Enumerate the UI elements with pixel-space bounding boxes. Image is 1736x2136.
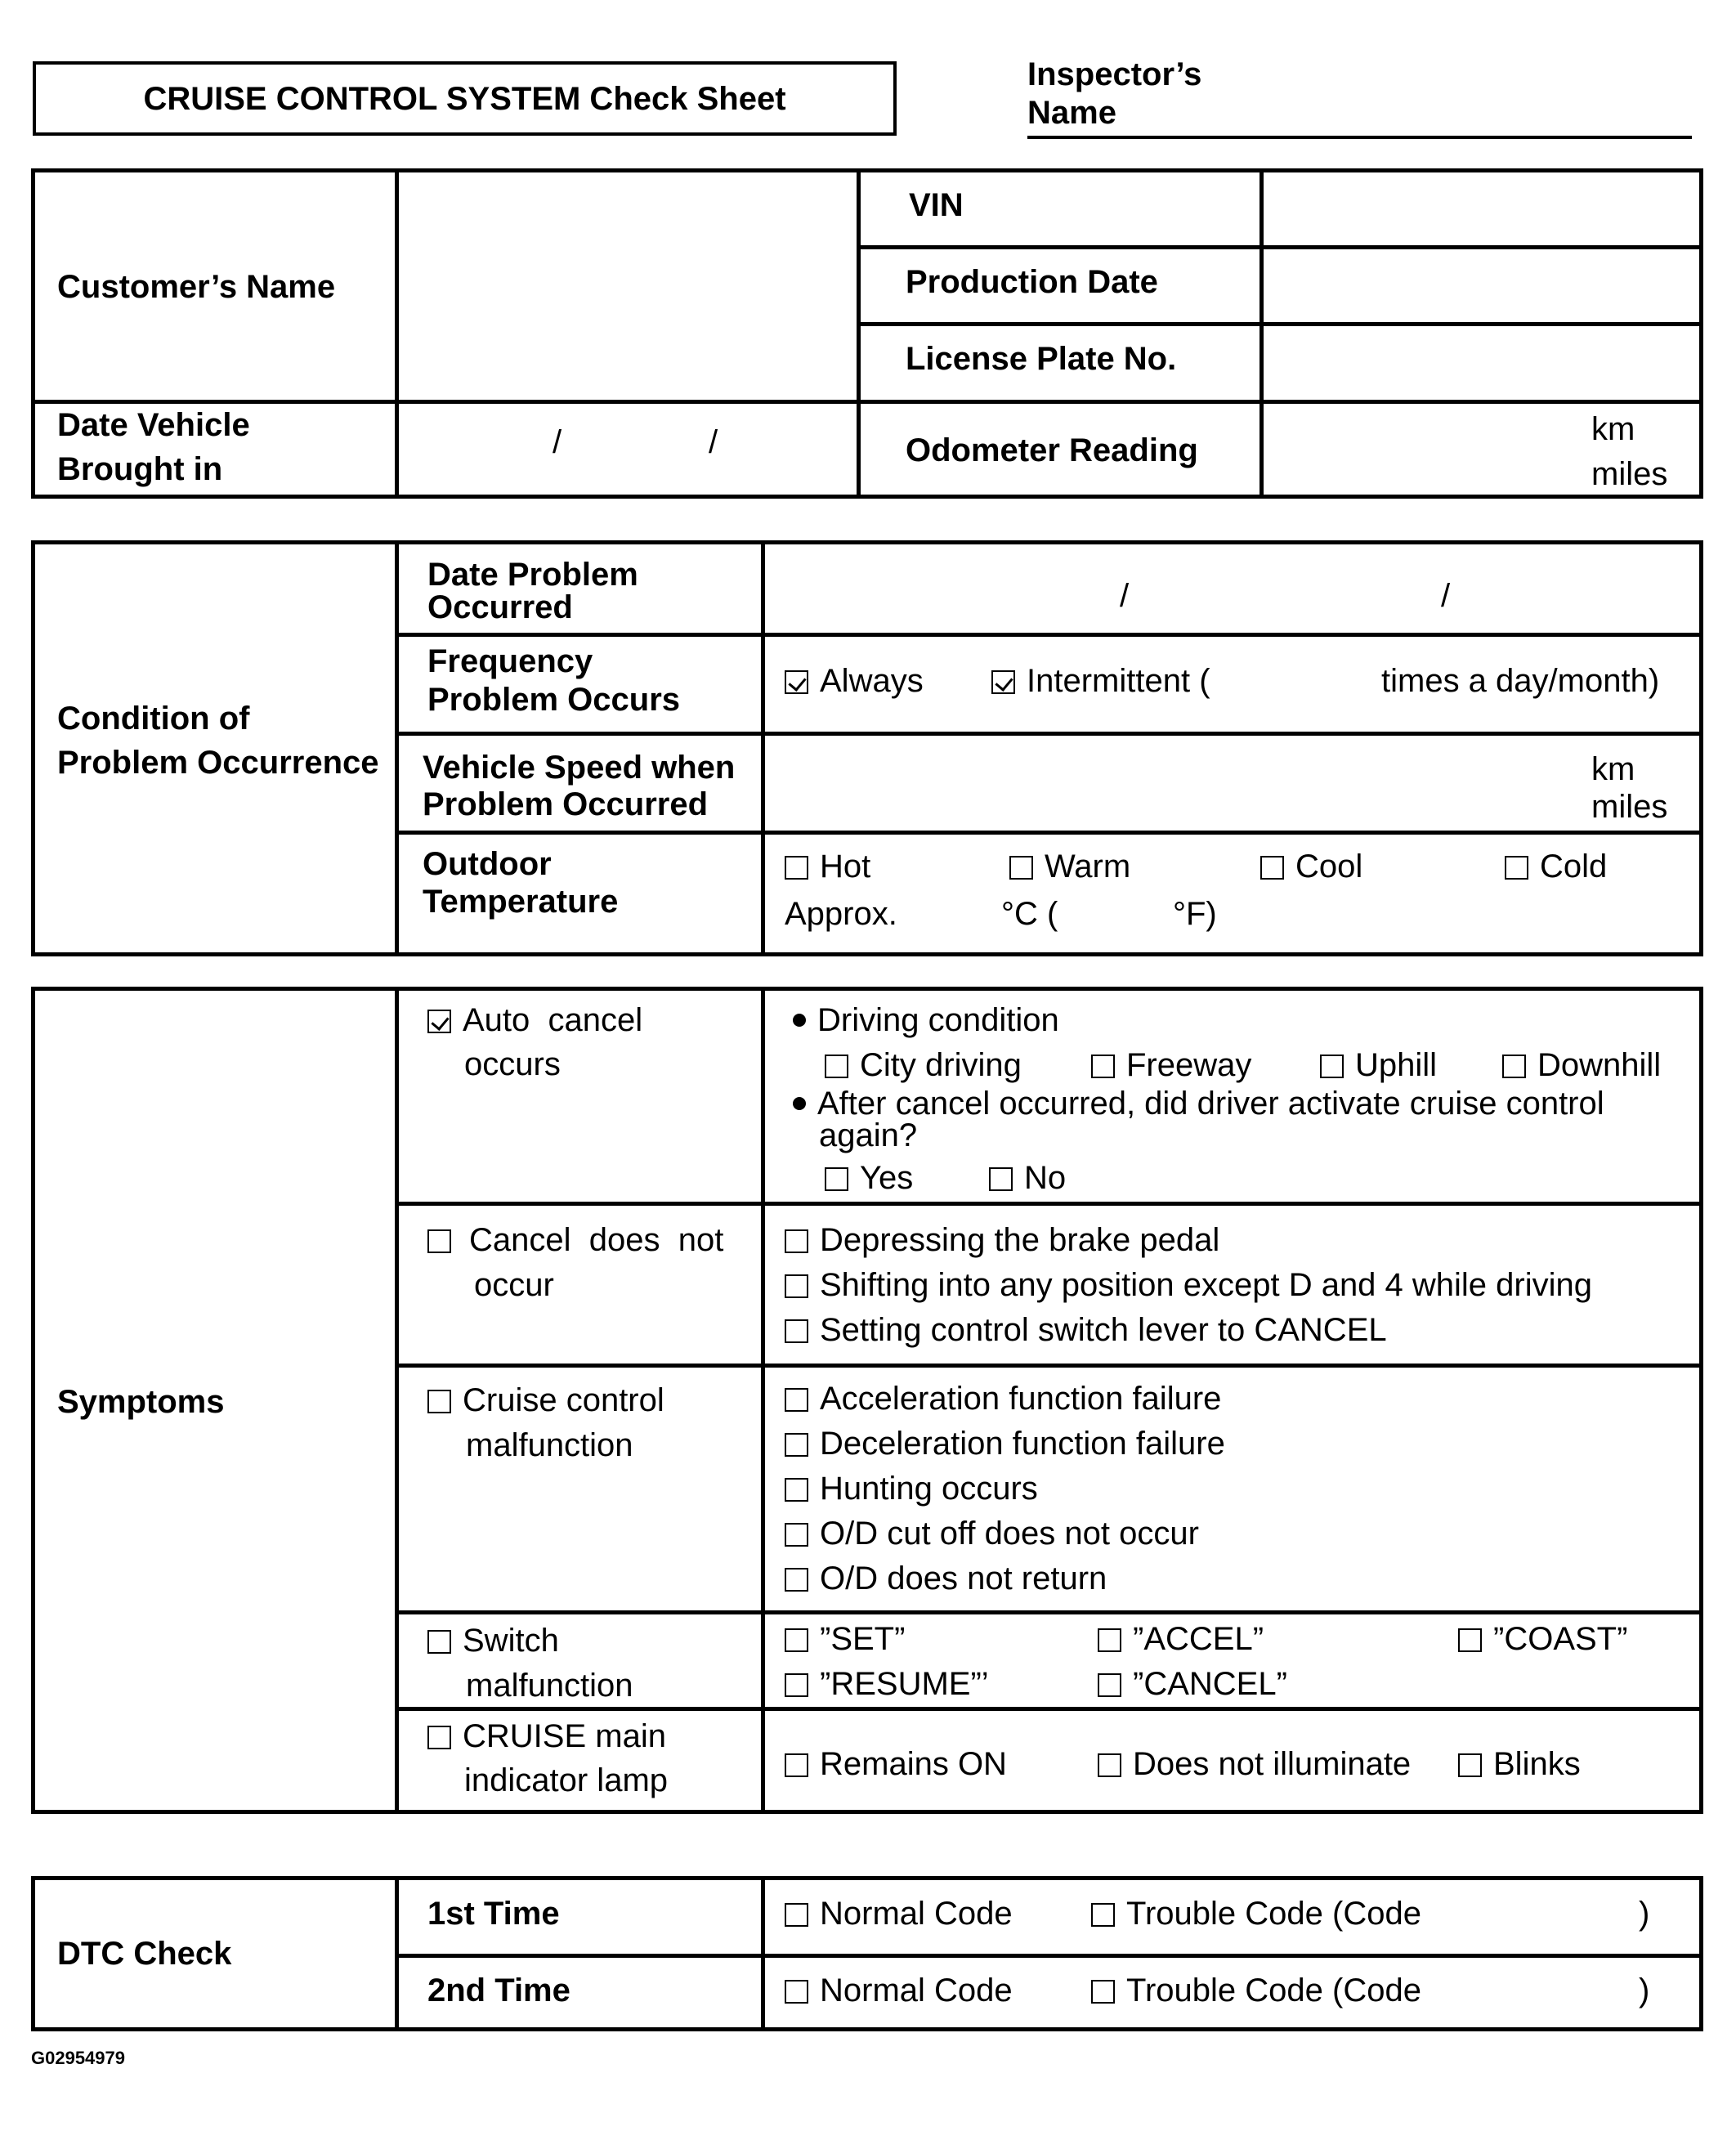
switch-malfunction-checkbox[interactable] bbox=[427, 1630, 451, 1654]
shifting-checkbox[interactable] bbox=[785, 1274, 808, 1298]
frequency-label-line1: Frequency bbox=[427, 643, 593, 679]
lamp-checkbox[interactable] bbox=[427, 1726, 451, 1749]
date-brought-label-line2: Brought in bbox=[57, 451, 223, 487]
downhill-checkbox[interactable] bbox=[1502, 1055, 1526, 1078]
first-trouble-checkbox[interactable] bbox=[1091, 1903, 1115, 1927]
date-problem-label-line1: Date Problem bbox=[427, 557, 638, 593]
date-problem-label-line2: Occurred bbox=[427, 589, 573, 625]
no-checkbox[interactable] bbox=[989, 1167, 1013, 1191]
inspector-label-line1: Inspector’s bbox=[1027, 56, 1202, 92]
inspector-name-field[interactable] bbox=[1027, 136, 1692, 139]
option-always[interactable]: Always bbox=[785, 662, 924, 700]
odometer-unit-km: km bbox=[1591, 411, 1635, 447]
option-blinks[interactable]: Blinks bbox=[1458, 1745, 1581, 1783]
always-checkbox[interactable] bbox=[785, 670, 808, 694]
hot-checkbox[interactable] bbox=[785, 856, 808, 880]
option-set[interactable]: ”SET” bbox=[785, 1620, 905, 1658]
second-normal-checkbox[interactable] bbox=[785, 1980, 808, 2004]
lamp-label-line2: indicator lamp bbox=[464, 1762, 669, 1798]
date-brought-slash-1: / bbox=[553, 424, 562, 460]
condition-heading-line1: Condition of bbox=[57, 701, 250, 737]
cruise-malfunction-option[interactable]: Cruise control bbox=[427, 1381, 664, 1419]
option-brake[interactable]: Depressing the brake pedal bbox=[785, 1221, 1219, 1259]
option-decel-fail[interactable]: Deceleration function failure bbox=[785, 1425, 1225, 1462]
city-checkbox[interactable] bbox=[825, 1055, 848, 1078]
intermittent-checkbox[interactable] bbox=[991, 670, 1015, 694]
dtc-first-label: 1st Time bbox=[427, 1896, 560, 1932]
first-close-paren: ) bbox=[1639, 1896, 1650, 1932]
speed-unit-km: km bbox=[1591, 751, 1635, 787]
production-date-field[interactable] bbox=[1265, 250, 1697, 320]
outdoor-temp-label-line1: Outdoor bbox=[423, 846, 552, 882]
second-trouble-option[interactable]: Trouble Code (Code bbox=[1091, 1972, 1421, 2009]
frequency-label-line2: Problem Occurs bbox=[427, 682, 681, 718]
option-freeway[interactable]: Freeway bbox=[1091, 1046, 1251, 1084]
option-od-cut[interactable]: O/D cut off does not occur bbox=[785, 1515, 1199, 1552]
approx-label: Approx. bbox=[785, 896, 897, 932]
cancel-checkbox[interactable] bbox=[1098, 1673, 1121, 1697]
switch-malfunction-label-line2: malfunction bbox=[466, 1668, 633, 1704]
option-coast[interactable]: ”COAST” bbox=[1458, 1620, 1627, 1658]
speed-label-line2: Problem Occurred bbox=[423, 786, 709, 822]
option-accel[interactable]: ”ACCEL” bbox=[1098, 1620, 1264, 1658]
cruise-malfunction-checkbox[interactable] bbox=[427, 1390, 451, 1413]
option-hot[interactable]: Hot bbox=[785, 848, 870, 885]
od-cut-checkbox[interactable] bbox=[785, 1523, 808, 1547]
option-yes[interactable]: Yes bbox=[825, 1159, 913, 1197]
option-downhill[interactable]: Downhill bbox=[1502, 1046, 1661, 1084]
date-problem-slash-2: / bbox=[1441, 578, 1451, 614]
inspector-label-line2: Name bbox=[1027, 95, 1116, 131]
figure-id: G02954979 bbox=[31, 2048, 125, 2068]
date-problem-slash-1: / bbox=[1120, 578, 1130, 614]
coast-checkbox[interactable] bbox=[1458, 1628, 1482, 1652]
not-illuminate-checkbox[interactable] bbox=[1098, 1753, 1121, 1777]
warm-checkbox[interactable] bbox=[1009, 856, 1033, 880]
second-trouble-checkbox[interactable] bbox=[1091, 1980, 1115, 2004]
vin-field[interactable] bbox=[1265, 173, 1697, 244]
after-cancel-bullet: After cancel occurred, did driver activate cruise control bbox=[793, 1085, 1604, 1122]
cold-checkbox[interactable] bbox=[1505, 856, 1528, 880]
option-warm[interactable]: Warm bbox=[1009, 848, 1130, 885]
production-date-label: Production Date bbox=[906, 264, 1158, 300]
option-cold[interactable]: Cold bbox=[1505, 848, 1607, 885]
blinks-checkbox[interactable] bbox=[1458, 1753, 1482, 1777]
option-accel-fail[interactable]: Acceleration function failure bbox=[785, 1380, 1221, 1417]
cool-checkbox[interactable] bbox=[1260, 856, 1284, 880]
switch-malfunction-option[interactable]: Switch bbox=[427, 1622, 559, 1659]
accel-fail-checkbox[interactable] bbox=[785, 1388, 808, 1412]
cancel-not-option[interactable]: Cancel does not bbox=[427, 1221, 723, 1259]
hunting-checkbox[interactable] bbox=[785, 1478, 808, 1502]
symptoms-heading: Symptoms bbox=[57, 1384, 225, 1420]
option-resume[interactable]: ”RESUME”’ bbox=[785, 1665, 989, 1703]
deg-c-label: °C ( bbox=[1001, 896, 1058, 932]
cruise-malfunction-label-line2: malfunction bbox=[466, 1427, 633, 1463]
resume-checkbox[interactable] bbox=[785, 1673, 808, 1697]
option-od-return[interactable]: O/D does not return bbox=[785, 1560, 1107, 1597]
dtc-second-label: 2nd Time bbox=[427, 1973, 570, 2008]
page-title: CRUISE CONTROL SYSTEM Check Sheet bbox=[143, 81, 786, 117]
cancel-not-checkbox[interactable] bbox=[427, 1229, 451, 1253]
option-remains-on[interactable]: Remains ON bbox=[785, 1745, 1007, 1783]
option-uphill[interactable]: Uphill bbox=[1320, 1046, 1437, 1084]
option-cancel[interactable]: ”CANCEL” bbox=[1098, 1665, 1287, 1703]
after-cancel-line2: again? bbox=[819, 1117, 918, 1153]
date-brought-slash-2: / bbox=[709, 424, 718, 460]
first-normal-option[interactable]: Normal Code bbox=[785, 1895, 1013, 1932]
odometer-label: Odometer Reading bbox=[906, 432, 1198, 468]
setting-lever-checkbox[interactable] bbox=[785, 1319, 808, 1343]
cancel-not-label-line2: occur bbox=[474, 1267, 554, 1303]
driving-condition-bullet: Driving condition bbox=[793, 1001, 1059, 1039]
customer-name-field[interactable] bbox=[400, 173, 852, 397]
od-return-checkbox[interactable] bbox=[785, 1568, 808, 1592]
first-trouble-option[interactable]: Trouble Code (Code bbox=[1091, 1895, 1421, 1932]
vin-label: VIN bbox=[909, 187, 964, 223]
deg-f-label: °F) bbox=[1173, 896, 1217, 932]
date-brought-label-line1: Date Vehicle bbox=[57, 407, 250, 443]
outdoor-temp-label-line2: Temperature bbox=[423, 884, 619, 920]
freeway-checkbox[interactable] bbox=[1091, 1055, 1115, 1078]
option-not-illuminate[interactable]: Does not illuminate bbox=[1098, 1745, 1411, 1783]
times-per-label: times a day/month) bbox=[1381, 663, 1660, 699]
condition-heading-line2: Problem Occurrence bbox=[57, 745, 379, 781]
accel-checkbox[interactable] bbox=[1098, 1628, 1121, 1652]
dtc-heading: DTC Check bbox=[57, 1936, 232, 1972]
customer-name-label: Customer’s Name bbox=[57, 269, 336, 305]
lamp-option[interactable]: CRUISE main bbox=[427, 1717, 666, 1755]
option-shifting[interactable]: Shifting into any position except D and 4 while driving bbox=[785, 1266, 1592, 1304]
option-city[interactable]: City driving bbox=[825, 1046, 1022, 1084]
decel-fail-checkbox[interactable] bbox=[785, 1433, 808, 1457]
license-plate-field[interactable] bbox=[1265, 327, 1697, 397]
license-plate-label: License Plate No. bbox=[906, 341, 1177, 377]
remains-on-checkbox[interactable] bbox=[785, 1753, 808, 1777]
speed-unit-miles: miles bbox=[1591, 789, 1668, 825]
option-no[interactable]: No bbox=[989, 1159, 1066, 1197]
first-normal-checkbox[interactable] bbox=[785, 1903, 808, 1927]
auto-cancel-label-line2: occurs bbox=[464, 1046, 561, 1082]
yes-checkbox[interactable] bbox=[825, 1167, 848, 1191]
option-hunting[interactable]: Hunting occurs bbox=[785, 1470, 1038, 1507]
second-normal-option[interactable]: Normal Code bbox=[785, 1972, 1013, 2009]
brake-checkbox[interactable] bbox=[785, 1229, 808, 1253]
second-close-paren: ) bbox=[1639, 1973, 1650, 2008]
speed-label-line1: Vehicle Speed when bbox=[423, 750, 736, 786]
set-checkbox[interactable] bbox=[785, 1628, 808, 1652]
option-setting-lever[interactable]: Setting control switch lever to CANCEL bbox=[785, 1311, 1387, 1349]
option-intermittent[interactable]: Intermittent ( bbox=[991, 662, 1210, 700]
odometer-unit-miles: miles bbox=[1591, 456, 1668, 492]
uphill-checkbox[interactable] bbox=[1320, 1055, 1344, 1078]
auto-cancel-option[interactable]: Auto cancel bbox=[427, 1001, 642, 1039]
auto-cancel-checkbox[interactable] bbox=[427, 1010, 451, 1033]
option-cool[interactable]: Cool bbox=[1260, 848, 1362, 885]
